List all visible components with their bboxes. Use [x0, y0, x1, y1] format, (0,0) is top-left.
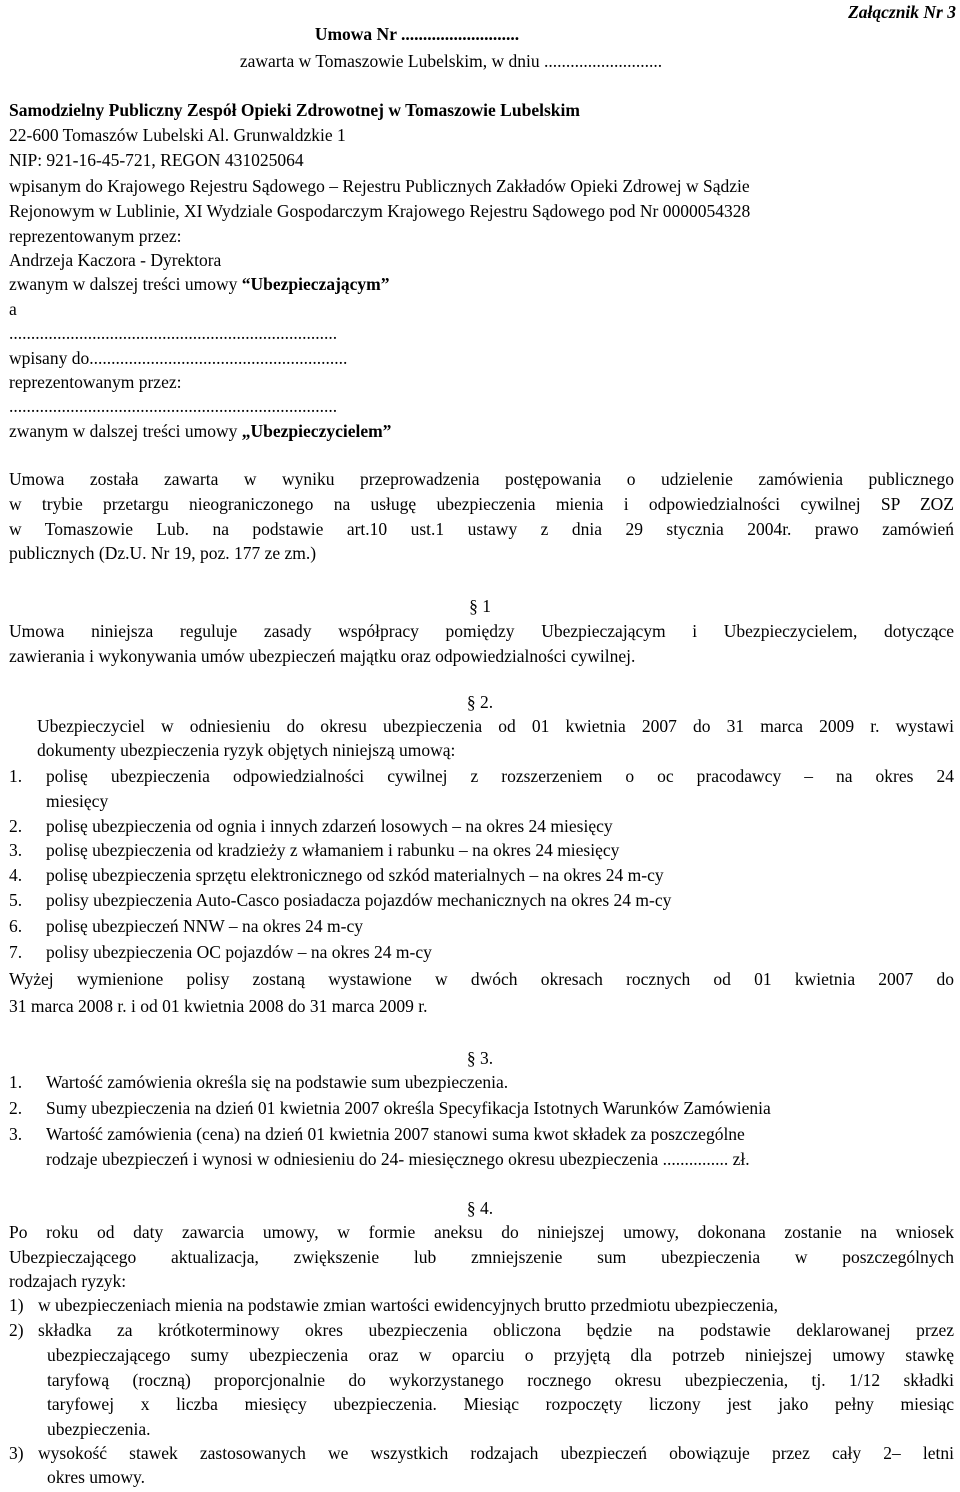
list-number: 4. [9, 865, 23, 885]
section-2-intro: dokumenty ubezpieczenia ryzyk objętych niniejszą umową: [37, 740, 456, 760]
list-item-cont: rodzaje ubezpieczeń i wynosi w odniesieniu do 24- miesięcznego okresu ubezpieczenia ............... zł. [46, 1149, 750, 1169]
list-number: 3. [9, 840, 23, 860]
list-number: 5. [9, 890, 23, 910]
party1-rep-name: Andrzeja Kaczora - Dyrektora [9, 250, 222, 270]
list-number: 6. [9, 916, 23, 936]
list-item [9, 838, 954, 862]
list-number: 3. [9, 1124, 23, 1144]
list-number: 1. [9, 766, 23, 786]
list-text: składka za krótkoterminowy okres ubezpieczenia obliczona będzie na podstawie deklarowanej przez [38, 1320, 954, 1340]
section-2-outro: Wyżej wymienione polisy zostaną wystawione w dwóch okresach rocznych od 01 kwietnia 2007 do [9, 969, 954, 989]
section-4-heading: § 4. [466, 1198, 494, 1218]
list-number: 2. [9, 816, 23, 836]
section-1-text: zawierania i wykonywania umów ubezpieczeń majątku oraz odpowiedzialności cywilnej. [9, 646, 636, 666]
called-prefix: zwanym w dalszej treści umowy [9, 421, 242, 441]
list-text: polisę ubezpieczenia sprzętu elektronicznego od szkód materialnych – na okres 24 m-cy [46, 865, 664, 885]
section-4-intro: rodzajach ryzyk: [9, 1271, 127, 1291]
list-text: Wartość zamówienia (cena) na dzień 01 kwietnia 2007 stanowi suma kwot składek za poszczególne [46, 1124, 745, 1144]
intro-line: w Tomaszowie Lub. na podstawie art.10 ust.1 ustawy z dnia 29 stycznia 2004r. prawo zamówień [9, 519, 954, 539]
called-prefix: zwanym w dalszej treści umowy [9, 274, 242, 294]
contract-title: Umowa Nr ........................... [314, 24, 520, 44]
list-text: polisy ubezpieczenia Auto-Casco posiadacza pojazdów mechanicznych na okres 24 m-cy [46, 890, 672, 910]
list-text: polisę ubezpieczenia odpowiedzialności cywilnej z rozszerzeniem o oc pracodawcy – na okres 24 [46, 766, 954, 786]
list-text: polisę ubezpieczenia od kradzieży z włamaniem i rabunku – na okres 24 miesięcy [46, 840, 620, 860]
list-item-cont: ubezpieczenia. [47, 1419, 151, 1439]
party1-address: 22-600 Tomaszów Lubelski Al. Grunwaldzkie 1 [9, 125, 346, 145]
list-item-cont: okres umowy. [47, 1467, 146, 1487]
section-4-intro: Po roku od daty zawarcia umowy, w formie aneksu do niniejszej umowy, dokonana zostanie na wniosek [9, 1222, 954, 1242]
list-item [9, 888, 954, 912]
party1-registry-line1: wpisanym do Krajowego Rejestru Sądowego – Rejestru Publicznych Zakładów Opieki Zdrowej w Sądzie [9, 176, 750, 196]
list-item [9, 1070, 954, 1094]
list-item [9, 814, 954, 838]
list-item [9, 1096, 954, 1120]
intro-line: Umowa została zawarta w wyniku przeprowadzenia postępowania o udzielenie zamówienia publicznego [9, 469, 954, 489]
list-item [9, 940, 954, 964]
list-text: polisę ubezpieczenia od ognia i innych zdarzeń losowych – na okres 24 miesięcy [46, 816, 613, 836]
section-1-heading: § 1 [469, 596, 491, 616]
party2-rep-label: reprezentowanym przez: [9, 372, 182, 392]
list-number: 7. [9, 942, 23, 962]
list-item [9, 863, 954, 887]
intro-line: publicznych (Dz.U. Nr 19, poz. 177 ze zm.) [9, 543, 317, 563]
section-1-text: Umowa niniejsza reguluje zasady współpracy pomiędzy Ubezpieczającym i Ubezpieczycielem, dotyczące [9, 621, 954, 641]
list-item [9, 764, 954, 788]
list-item-cont: miesięcy [46, 791, 109, 811]
party1-name: Samodzielny Publiczny Zespół Opieki Zdrowotnej w Tomaszowie Lubelskim [9, 100, 580, 120]
list-text: Wartość zamówienia określa się na podstawie sum ubezpieczenia. [46, 1072, 509, 1092]
intro-line: w trybie przetargu nieograniczonego na usługę ubezpieczenia mienia i odpowiedzialności cywilnej SP ZOZ [9, 494, 954, 514]
section-4-intro: Ubezpieczającego aktualizacja, zwiększenie lub zmniejszenie sum ubezpieczenia w poszczególnych [9, 1247, 954, 1267]
section-2-outro: 31 marca 2008 r. i od 01 kwietnia 2008 do 31 marca 2009 r. [9, 996, 428, 1016]
list-number: 1. [9, 1072, 23, 1092]
list-item [9, 1441, 954, 1465]
list-text: polisę ubezpieczeń NNW – na okres 24 m-cy [46, 916, 363, 936]
list-number: 3) [9, 1443, 24, 1463]
party2-called [9, 419, 954, 443]
list-number: 2) [9, 1320, 24, 1340]
party1-called [9, 272, 954, 296]
section-3-heading: § 3. [466, 1048, 494, 1068]
party1-rep-label: reprezentowanym przez: [9, 226, 182, 246]
contract-place-date: zawarta w Tomaszowie Lubelskim, w dniu ........................... [239, 51, 663, 71]
list-item-cont: ubezpieczającego sumy ubezpieczenia oraz w oparciu o przyjętą dla potrzeb niniejszej umowy stawkę [47, 1345, 954, 1365]
role-ubezpieczyciel: „Ubezpieczycielem” [241, 421, 392, 441]
list-number: 2. [9, 1098, 23, 1118]
list-item-cont: taryfowej x liczba miesięcy ubezpieczenia. Miesiąc rozpoczęty liczony jest jako pełny miesiąc [47, 1394, 954, 1414]
list-item [9, 1318, 954, 1342]
party1-ids: NIP: 921-16-45-721, REGON 431025064 [9, 150, 304, 170]
party2-entered: wpisany do........................................................... [9, 348, 348, 368]
list-text: polisy ubezpieczenia OC pojazdów – na okres 24 m-cy [46, 942, 432, 962]
section-2-intro: Ubezpieczyciel w odniesieniu do okresu ubezpieczenia od 01 kwietnia 2007 do 31 marca 2009 r. wystawi [37, 716, 954, 736]
party2-and: a [9, 299, 17, 319]
list-number: 1) [9, 1295, 24, 1315]
section-2-heading: § 2. [466, 692, 494, 712]
list-item-cont: taryfową (roczną) proporcjonalnie do wykorzystanego rocznego okresu ubezpieczenia, tj. 1/12 składki [47, 1370, 954, 1390]
list-text: w ubezpieczeniach mienia na podstawie zmian wartości ewidencyjnych brutto przedmiotu ubezpieczenia, [38, 1295, 779, 1315]
list-item [9, 914, 954, 938]
party1-registry-line2: Rejonowym w Lublinie, XI Wydziale Gospodarczym Krajowego Rejestru Sądowego pod Nr 0000054328 [9, 201, 751, 221]
party2-dots1: ........................................................................... [9, 323, 338, 343]
list-item [9, 1122, 954, 1146]
attachment-label: Załącznik Nr 3 [848, 2, 956, 22]
role-ubezpieczajacy: “Ubezpieczającym” [241, 274, 390, 294]
list-text: Sumy ubezpieczenia na dzień 01 kwietnia 2007 określa Specyfikacja Istotnych Warunków Zamówienia [46, 1098, 771, 1118]
party2-dots2: ........................................................................... [9, 396, 338, 416]
list-item [9, 1293, 954, 1317]
list-text: wysokość stawek zastosowanych we wszystkich rodzajach ubezpieczeń obowiązuje przez cały 2– letni [38, 1443, 954, 1463]
